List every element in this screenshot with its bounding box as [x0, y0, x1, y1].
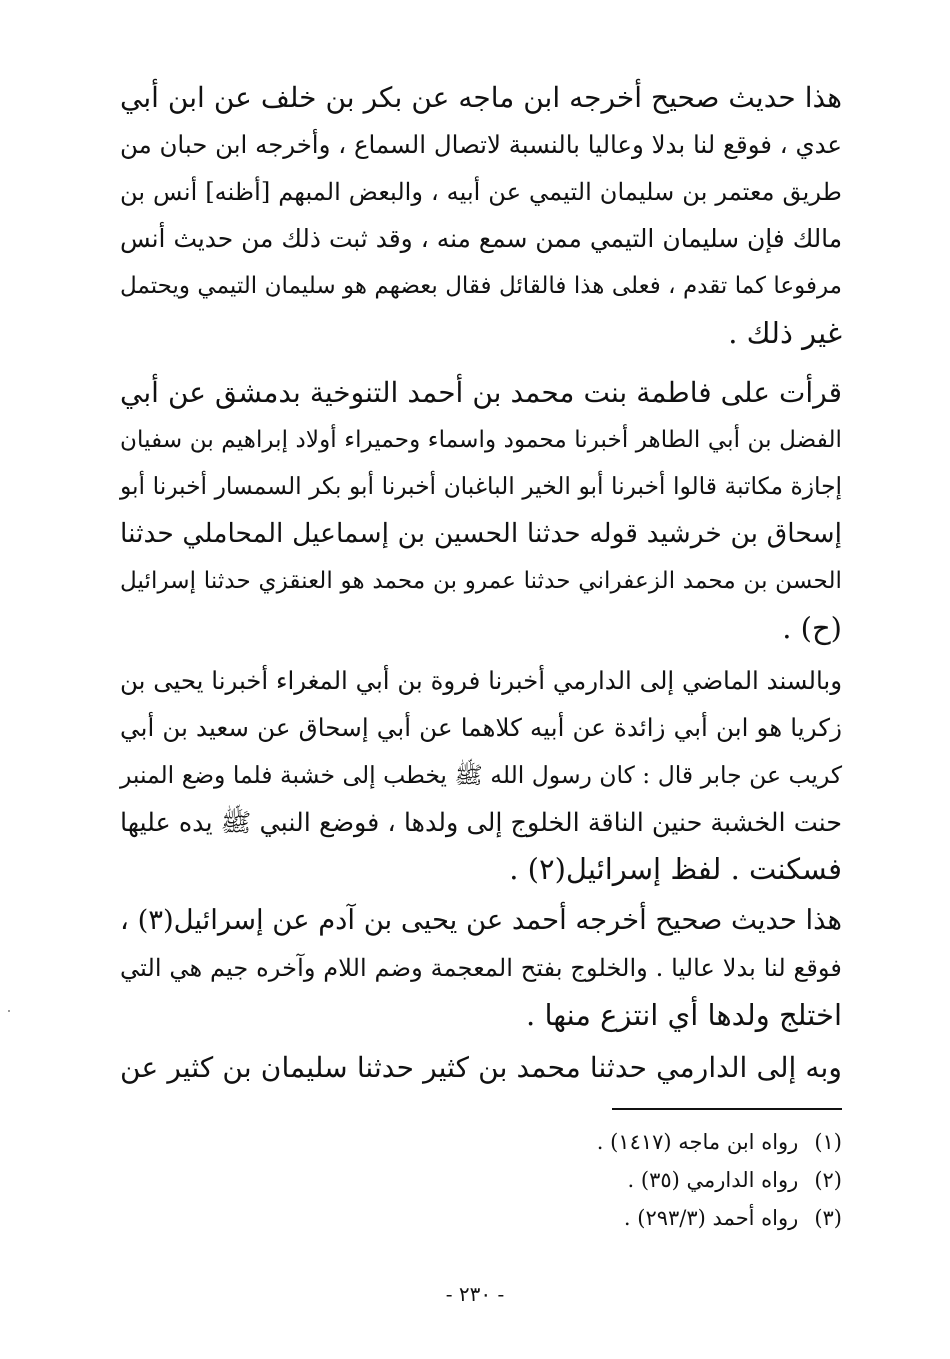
- text-line: عدي ، فوقع لنا بدلا وعاليا بالنسبة لاتصال السماع ، وأخرجه ابن حبان من: [120, 130, 842, 159]
- text-line: حنت الخشبة حنين الناقة الخلوج إلى ولدها ، فوضع النبي ﷺ يده عليها: [120, 807, 842, 837]
- text-line: (ح) .: [782, 611, 842, 645]
- footnote-number: (٣): [814, 1206, 842, 1230]
- scan-speck: [8, 1010, 10, 1012]
- text-line: الفضل بن أبي الطاهر أخبرنا محمود واسماء وحميراء أولاد إبراهيم بن سفيان: [120, 426, 842, 453]
- text-line: فوقع لنا بدلا عاليا . والخلوج بفتح المعجمة وضم اللام وآخره جيم هي التي: [120, 954, 842, 982]
- text-line: إسحاق بن خرشيد قوله حدثنا الحسين بن إسماعيل المحاملي حدثنا: [120, 518, 842, 549]
- page-number: - ٢٣٠ -: [445, 1282, 505, 1306]
- text-line: فسكنت . لفظ إسرائيل(٢) .: [509, 852, 842, 886]
- text-line: قرأت على فاطمة بنت محمد بن أحمد التنوخية بدمشق عن أبي: [120, 376, 842, 409]
- text-line: طريق معتمر بن سليمان التيمي عن أبيه ، والبعض المبهم [أظنه] أنس بن: [120, 178, 842, 206]
- footnote: [628, 1160, 842, 1200]
- footnote-text: رواه الدارمي (٣٥) .: [627, 1168, 799, 1192]
- footnote-text: رواه أحمد (٢٩٣/٣) .: [623, 1206, 799, 1230]
- text-line: غير ذلك .: [728, 316, 842, 350]
- text-line: الحسن بن محمد الزعفراني حدثنا عمرو بن محمد هو العنقزي حدثنا إسرائيل: [120, 567, 842, 594]
- footnote-text: رواه ابن ماجه (١٤١٧) .: [596, 1130, 799, 1154]
- footnote: [597, 1122, 842, 1162]
- text-line: هذا حديث صحيح أخرجه ابن ماجه عن بكر بن خلف عن ابن أبي: [120, 81, 842, 114]
- text-line: اختلج ولدها أي انتزع منها .: [526, 998, 842, 1032]
- footnote-number: (١): [814, 1130, 842, 1154]
- text-line: إجازة مكاتبة قالوا أخبرنا أبو الخير الباغبان أخبرنا أبو بكر السمسار أخبرنا أبو: [120, 473, 842, 500]
- text-line: هذا حديث صحيح أخرجه أحمد عن يحيى بن آدم عن إسرائيل(٣) ،: [120, 905, 842, 936]
- text-line: مرفوعا كما تقدم ، فعلى هذا فالقائل فقال بعضهم هو سليمان التيمي ويحتمل: [120, 273, 842, 299]
- text-line: مالك فإن سليمان التيمي ممن سمع منه ، وقد ثبت ذلك من حديث أنس: [120, 224, 842, 253]
- text-line: زكريا هو ابن أبي زائدة عن أبيه كلاهما عن أبي إسحاق عن سعيد بن أبي: [120, 713, 842, 742]
- footnote-number: (٢): [814, 1168, 842, 1192]
- footnote-separator: [612, 1108, 842, 1110]
- text-line: كريب عن جابر قال : كان رسول الله ﷺ يخطب إلى خشبة فلما وضع المنبر: [120, 761, 842, 789]
- text-line: وبالسند الماضي إلى الدارمي أخبرنا فروة بن أبي المغراء أخبرنا يحيى بن: [120, 666, 842, 695]
- text-line: وبه إلى الدارمي حدثنا محمد بن كثير حدثنا سليمان بن كثير عن: [120, 1051, 842, 1084]
- footnote: [624, 1198, 842, 1238]
